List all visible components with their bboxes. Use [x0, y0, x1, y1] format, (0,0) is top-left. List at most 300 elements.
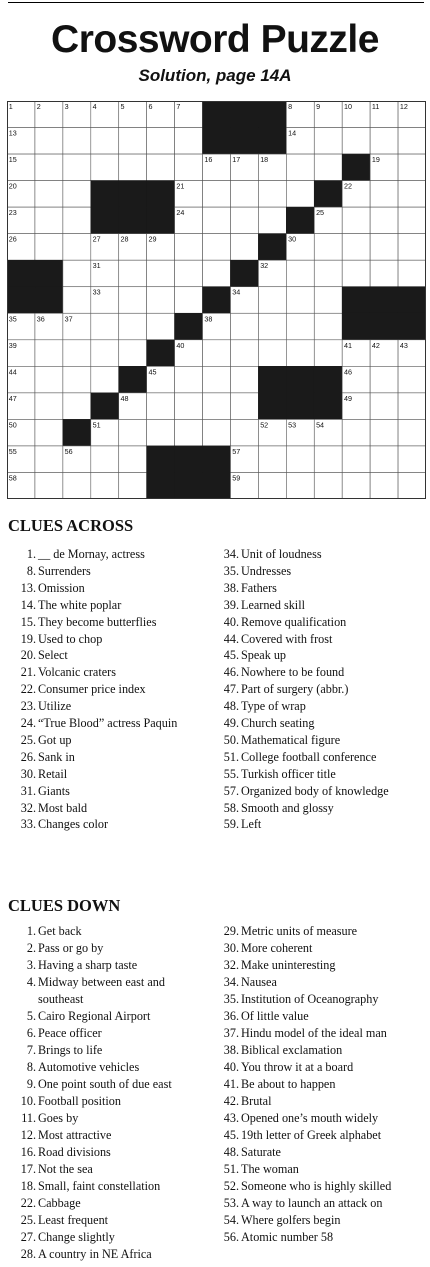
grid-cell[interactable] [91, 313, 119, 340]
grid-cell[interactable] [91, 446, 119, 473]
clue-number: 7. [26, 1043, 36, 1057]
grid-cell[interactable] [119, 128, 147, 155]
grid-block-cell [147, 181, 175, 208]
grid-cell[interactable] [35, 419, 63, 446]
grid-cell[interactable] [35, 340, 63, 367]
grid-cell[interactable] [286, 181, 314, 208]
clue-text: Pass or go by [38, 941, 104, 955]
grid-cell[interactable] [175, 393, 203, 420]
page-title: Crossword Puzzle [51, 18, 379, 61]
grid-number: 59 [232, 473, 241, 483]
grid-cell[interactable] [230, 234, 258, 261]
grid-number: 53 [288, 420, 297, 430]
clue-item [8, 749, 75, 765]
clue-item [211, 941, 313, 956]
grid-cell[interactable] [230, 419, 258, 446]
grid-number: 16 [204, 155, 213, 165]
clue-item [8, 1213, 109, 1228]
grid-number: 51 [92, 420, 101, 430]
grid-number: 10 [344, 102, 352, 111]
clue-text: The white poplar [38, 597, 122, 612]
grid-cell[interactable] [63, 340, 91, 367]
grid-cell[interactable] [147, 154, 175, 181]
grid-block-cell [230, 260, 258, 287]
grid-cell[interactable] [119, 313, 147, 340]
grid-cell[interactable] [286, 446, 314, 473]
grid-cell[interactable] [175, 287, 203, 314]
grid-cell[interactable] [147, 313, 175, 340]
clue-text: Institution of Oceanography [241, 992, 379, 1006]
clue-item [8, 1026, 102, 1041]
clue-text: More coherent [241, 941, 313, 955]
clue-item [8, 1247, 152, 1262]
grid-cell[interactable] [314, 234, 342, 261]
clue-item [8, 614, 157, 630]
clue-item [8, 817, 109, 832]
clue-item [8, 1009, 151, 1024]
clue-item [8, 975, 165, 990]
clue-item [8, 924, 82, 939]
grid-cell[interactable] [35, 366, 63, 393]
clue-number: 25. [20, 732, 36, 747]
clue-text: Most attractive [38, 1128, 112, 1142]
clue-text: Hindu model of the ideal man [241, 1026, 387, 1040]
clue-item [211, 1162, 299, 1177]
clue-number: 1. [26, 547, 36, 561]
grid-number: 13 [8, 128, 17, 138]
grid-number: 42 [371, 340, 380, 350]
clue-text: Smooth and glossy [241, 800, 334, 815]
grid-cell[interactable] [370, 419, 398, 446]
clue-item [211, 1043, 343, 1058]
grid-cell[interactable] [175, 419, 203, 446]
clue-number: 21. [20, 665, 36, 680]
grid-cell[interactable] [286, 313, 314, 340]
grid-number: 37 [64, 314, 73, 324]
clue-number: 38. [223, 1043, 239, 1057]
grid-number: 3 [64, 102, 69, 111]
clue-number: 55. [223, 766, 239, 781]
clue-text: College football conference [241, 749, 377, 764]
grid-block-cell [342, 287, 370, 314]
grid-cell[interactable] [203, 366, 231, 393]
grid-cell[interactable] [398, 260, 426, 287]
grid-cell[interactable] [398, 472, 426, 499]
grid-block-cell [91, 181, 119, 208]
grid-cell[interactable] [91, 366, 119, 393]
grid-number: 12 [399, 102, 408, 111]
clue-number: 13. [20, 580, 36, 595]
clue-text: Brutal [241, 1094, 272, 1108]
grid-number: 48 [120, 393, 129, 403]
grid-cell[interactable] [258, 207, 286, 234]
grid-cell[interactable] [258, 287, 286, 314]
grid-cell[interactable] [63, 128, 91, 155]
grid-cell[interactable] [258, 340, 286, 367]
clue-text: Select [38, 648, 68, 663]
clue-text: Atomic number 58 [241, 1230, 334, 1244]
clue-item [211, 1230, 334, 1245]
clue-number: 6. [26, 1026, 36, 1040]
grid-cell[interactable] [370, 472, 398, 499]
grid-cell[interactable] [370, 366, 398, 393]
clue-number: 20. [20, 648, 36, 663]
clue-text: One point south of due east [38, 1077, 172, 1091]
grid-number: 26 [8, 234, 17, 244]
grid-block-cell [258, 234, 286, 261]
clue-text: Football position [38, 1094, 121, 1108]
clue-item [211, 975, 277, 990]
clue-number: 18. [20, 1179, 36, 1193]
clue-item [211, 597, 305, 613]
grid-number: 55 [8, 446, 17, 456]
grid-cell[interactable] [398, 419, 426, 446]
clue-number: 27. [20, 1230, 36, 1244]
grid-cell[interactable] [147, 419, 175, 446]
clue-text: Church seating [241, 716, 315, 730]
grid-cell[interactable] [63, 181, 91, 208]
clue-text: Of little value [241, 1009, 309, 1023]
grid-cell[interactable] [203, 181, 231, 208]
clue-item [211, 817, 262, 832]
clue-number: 37. [223, 1026, 239, 1040]
grid-cell[interactable] [370, 234, 398, 261]
grid-number: 58 [8, 473, 17, 483]
grid-block-cell [119, 181, 147, 208]
grid-number: 27 [92, 234, 101, 244]
clue-item [211, 1026, 387, 1041]
grid-number: 54 [316, 420, 325, 430]
grid-cell[interactable] [314, 287, 342, 314]
grid-block-cell [35, 287, 63, 314]
grid-cell[interactable] [314, 260, 342, 287]
grid-cell[interactable] [63, 472, 91, 499]
grid-cell[interactable] [147, 260, 175, 287]
clue-item [8, 716, 178, 731]
grid-cell[interactable] [119, 154, 147, 181]
grid-cell[interactable] [203, 234, 231, 261]
grid-cell[interactable] [35, 207, 63, 234]
grid-cell[interactable] [35, 128, 63, 155]
grid-cell[interactable] [342, 260, 370, 287]
grid-cell[interactable] [35, 181, 63, 208]
clue-text: Get back [38, 924, 82, 938]
grid-cell[interactable] [370, 181, 398, 208]
grid-cell[interactable] [175, 260, 203, 287]
grid-cell[interactable] [230, 207, 258, 234]
clue-text: Midway between east and [38, 975, 165, 989]
grid-cell[interactable] [342, 234, 370, 261]
grid-cell[interactable] [35, 472, 63, 499]
clue-text: __ de Mornay, actress [38, 547, 145, 561]
grid-cell[interactable] [91, 128, 119, 155]
clue-text: Most bald [38, 800, 88, 815]
grid-cell[interactable] [398, 366, 426, 393]
grid-block-cell [230, 101, 258, 128]
clue-text: Nowhere to be found [241, 665, 345, 680]
grid-block-cell [35, 260, 63, 287]
clue-text: Road divisions [38, 1145, 111, 1159]
grid-cell[interactable] [35, 234, 63, 261]
grid-cell[interactable] [286, 287, 314, 314]
clue-item [211, 614, 347, 630]
grid-cell[interactable] [398, 181, 426, 208]
clue-number: 33. [20, 817, 36, 832]
clue-item [211, 1145, 281, 1160]
grid-cell[interactable] [314, 340, 342, 367]
clue-text: Having a sharp taste [38, 958, 138, 972]
grid-cell[interactable] [63, 207, 91, 234]
clue-item [211, 699, 306, 714]
clue-text: Changes color [38, 817, 109, 832]
clue-text: Surrenders [38, 563, 91, 578]
clue-text: southeast [38, 992, 84, 1006]
grid-cell[interactable] [230, 181, 258, 208]
grid-number: 15 [8, 155, 17, 165]
grid-block-cell [91, 207, 119, 234]
across-heading: CLUES ACROSS [8, 516, 134, 535]
grid-svg [7, 101, 426, 499]
clue-item [211, 783, 389, 799]
clue-number: 45. [223, 648, 239, 663]
grid-cell[interactable] [147, 393, 175, 420]
grid-number: 32 [260, 261, 269, 271]
clue-text: Omission [38, 580, 85, 595]
grid-cell[interactable] [119, 419, 147, 446]
grid-number: 57 [232, 446, 241, 456]
grid-cell[interactable] [63, 366, 91, 393]
grid-block-cell [63, 419, 91, 446]
grid-block-cell [203, 101, 231, 128]
grid-cell[interactable] [230, 313, 258, 340]
clue-item [8, 1077, 172, 1092]
grid-cell[interactable] [35, 393, 63, 420]
grid-cell[interactable] [286, 472, 314, 499]
grid-number: 23 [8, 208, 17, 218]
grid-cell[interactable] [258, 313, 286, 340]
grid-cell[interactable] [314, 472, 342, 499]
grid-block-cell [342, 154, 370, 181]
clue-item [211, 992, 379, 1007]
grid-cell[interactable] [258, 181, 286, 208]
clue-number: 35. [223, 563, 239, 578]
grid-number: 17 [232, 155, 241, 165]
grid-block-cell [286, 393, 314, 420]
grid-cell[interactable] [91, 340, 119, 367]
grid-number: 35 [8, 314, 17, 324]
grid-cell[interactable] [370, 128, 398, 155]
clue-item [8, 699, 72, 714]
clue-text: The woman [241, 1162, 299, 1176]
clue-item [8, 631, 103, 647]
grid-number: 9 [316, 102, 321, 111]
grid-cell[interactable] [230, 366, 258, 393]
grid-cell[interactable] [119, 340, 147, 367]
grid-cell[interactable] [91, 472, 119, 499]
grid-cell[interactable] [258, 472, 286, 499]
grid-block-cell [342, 313, 370, 340]
grid-number: 22 [344, 181, 352, 191]
clue-number: 53. [223, 1196, 239, 1210]
grid-cell[interactable] [119, 472, 147, 499]
clue-text: Type of wrap [241, 699, 306, 714]
grid-block-cell [398, 287, 426, 314]
grid-cell[interactable] [314, 446, 342, 473]
clue-number: 16. [20, 1145, 36, 1159]
grid-cell[interactable] [314, 128, 342, 155]
clue-text: A way to launch an attack on [241, 1196, 383, 1210]
clue-item [8, 547, 145, 562]
grid-block-cell [147, 472, 175, 499]
grid-cell[interactable] [342, 419, 370, 446]
clue-number: 10. [20, 1094, 36, 1108]
clue-number: 44. [223, 631, 239, 646]
clue-item [8, 682, 146, 697]
clue-text: Used to chop [38, 631, 103, 646]
grid-cell[interactable] [230, 340, 258, 367]
grid-block-cell [203, 472, 231, 499]
clue-item [8, 1179, 161, 1194]
grid-cell[interactable] [258, 446, 286, 473]
grid-cell[interactable] [314, 154, 342, 181]
grid-cell[interactable] [370, 260, 398, 287]
grid-number: 18 [260, 155, 269, 165]
grid-block-cell [147, 446, 175, 473]
grid-cell[interactable] [203, 260, 231, 287]
grid-cell[interactable] [119, 260, 147, 287]
clue-text: Saturate [241, 1145, 281, 1159]
grid-number: 56 [64, 446, 73, 456]
clue-item [8, 1060, 140, 1075]
clue-item [211, 648, 287, 663]
grid-cell[interactable] [398, 393, 426, 420]
grid-block-cell [258, 101, 286, 128]
grid-number: 41 [344, 340, 352, 350]
clue-text: Someone who is highly skilled [241, 1179, 392, 1193]
clue-number: 15. [20, 614, 36, 629]
clue-item [8, 1162, 93, 1177]
clue-item [211, 1111, 379, 1126]
clue-number: 32. [223, 958, 239, 972]
clue-text: Left [241, 817, 262, 832]
clue-text: Cabbage [38, 1196, 81, 1210]
clue-number: 56. [223, 1230, 239, 1244]
grid-cell[interactable] [147, 287, 175, 314]
grid-cell[interactable] [398, 128, 426, 155]
grid-cell[interactable] [203, 419, 231, 446]
grid-block-cell [370, 287, 398, 314]
clue-number: 51. [223, 749, 239, 764]
grid-block-cell [258, 366, 286, 393]
grid-cell[interactable] [203, 393, 231, 420]
clue-number: 2. [26, 941, 36, 955]
grid-cell[interactable] [63, 393, 91, 420]
clue-item [8, 665, 116, 680]
grid-cell[interactable] [314, 313, 342, 340]
grid-cell[interactable] [342, 472, 370, 499]
clue-text: Be about to happen [241, 1077, 336, 1091]
clue-text: Fathers [241, 580, 277, 595]
clue-number: 26. [20, 749, 36, 764]
grid-cell[interactable] [370, 446, 398, 473]
clue-item [8, 597, 122, 613]
clue-number: 8. [26, 563, 36, 578]
clue-item [8, 992, 84, 1007]
grid-cell[interactable] [342, 207, 370, 234]
clue-text: Unit of loudness [241, 547, 322, 561]
grid-cell[interactable] [35, 446, 63, 473]
grid-number: 49 [344, 393, 352, 403]
grid-cell[interactable] [398, 154, 426, 181]
clue-text: 19th letter of Greek alphabet [241, 1128, 382, 1142]
grid-cell[interactable] [398, 446, 426, 473]
grid-cell[interactable] [63, 154, 91, 181]
grid-cell[interactable] [370, 207, 398, 234]
grid-cell[interactable] [398, 207, 426, 234]
clue-number: 43. [223, 1111, 239, 1125]
grid-cell[interactable] [63, 260, 91, 287]
grid-cell[interactable] [370, 393, 398, 420]
clue-text: They become butterflies [38, 614, 157, 629]
grid-cell[interactable] [119, 287, 147, 314]
grid-cell[interactable] [203, 340, 231, 367]
clue-item [8, 1094, 121, 1109]
grid-number: 43 [399, 340, 408, 350]
clue-number: 14. [20, 597, 36, 612]
clue-number: 24. [20, 716, 36, 730]
grid-cell[interactable] [230, 393, 258, 420]
grid-cell[interactable] [175, 128, 203, 155]
clue-item [8, 958, 138, 973]
clue-number: 25. [20, 1213, 36, 1227]
clue-number: 11. [21, 1111, 36, 1125]
grid-cell[interactable] [342, 446, 370, 473]
grid-cell[interactable] [286, 340, 314, 367]
grid-cell[interactable] [35, 154, 63, 181]
grid-cell[interactable] [63, 234, 91, 261]
grid-cell[interactable] [119, 446, 147, 473]
grid-cell[interactable] [286, 260, 314, 287]
grid-cell[interactable] [175, 154, 203, 181]
grid-cell[interactable] [342, 128, 370, 155]
grid-number: 1 [8, 102, 13, 111]
grid-cell[interactable] [286, 154, 314, 181]
clue-item [8, 563, 91, 579]
grid-cell[interactable] [398, 234, 426, 261]
grid-block-cell [314, 393, 342, 420]
grid-cell[interactable] [63, 287, 91, 314]
clue-number: 40. [223, 614, 239, 629]
grid-cell[interactable] [175, 234, 203, 261]
clue-item [211, 1094, 272, 1109]
clue-number: 9. [26, 1077, 36, 1091]
grid-block-cell [258, 393, 286, 420]
grid-number: 34 [232, 287, 241, 297]
grid-block-cell [230, 128, 258, 155]
clue-text: Turkish officer title [241, 766, 336, 781]
clue-text: Consumer price index [38, 682, 146, 697]
grid-block-cell [286, 207, 314, 234]
grid-cell[interactable] [147, 128, 175, 155]
clue-text: Peace officer [38, 1026, 102, 1040]
grid-cell[interactable] [175, 366, 203, 393]
clue-item [211, 766, 336, 782]
clue-text: Goes by [38, 1111, 79, 1125]
grid-number: 29 [148, 234, 157, 244]
grid-number: 25 [316, 208, 325, 218]
grid-cell[interactable] [91, 154, 119, 181]
grid-cell[interactable] [203, 207, 231, 234]
